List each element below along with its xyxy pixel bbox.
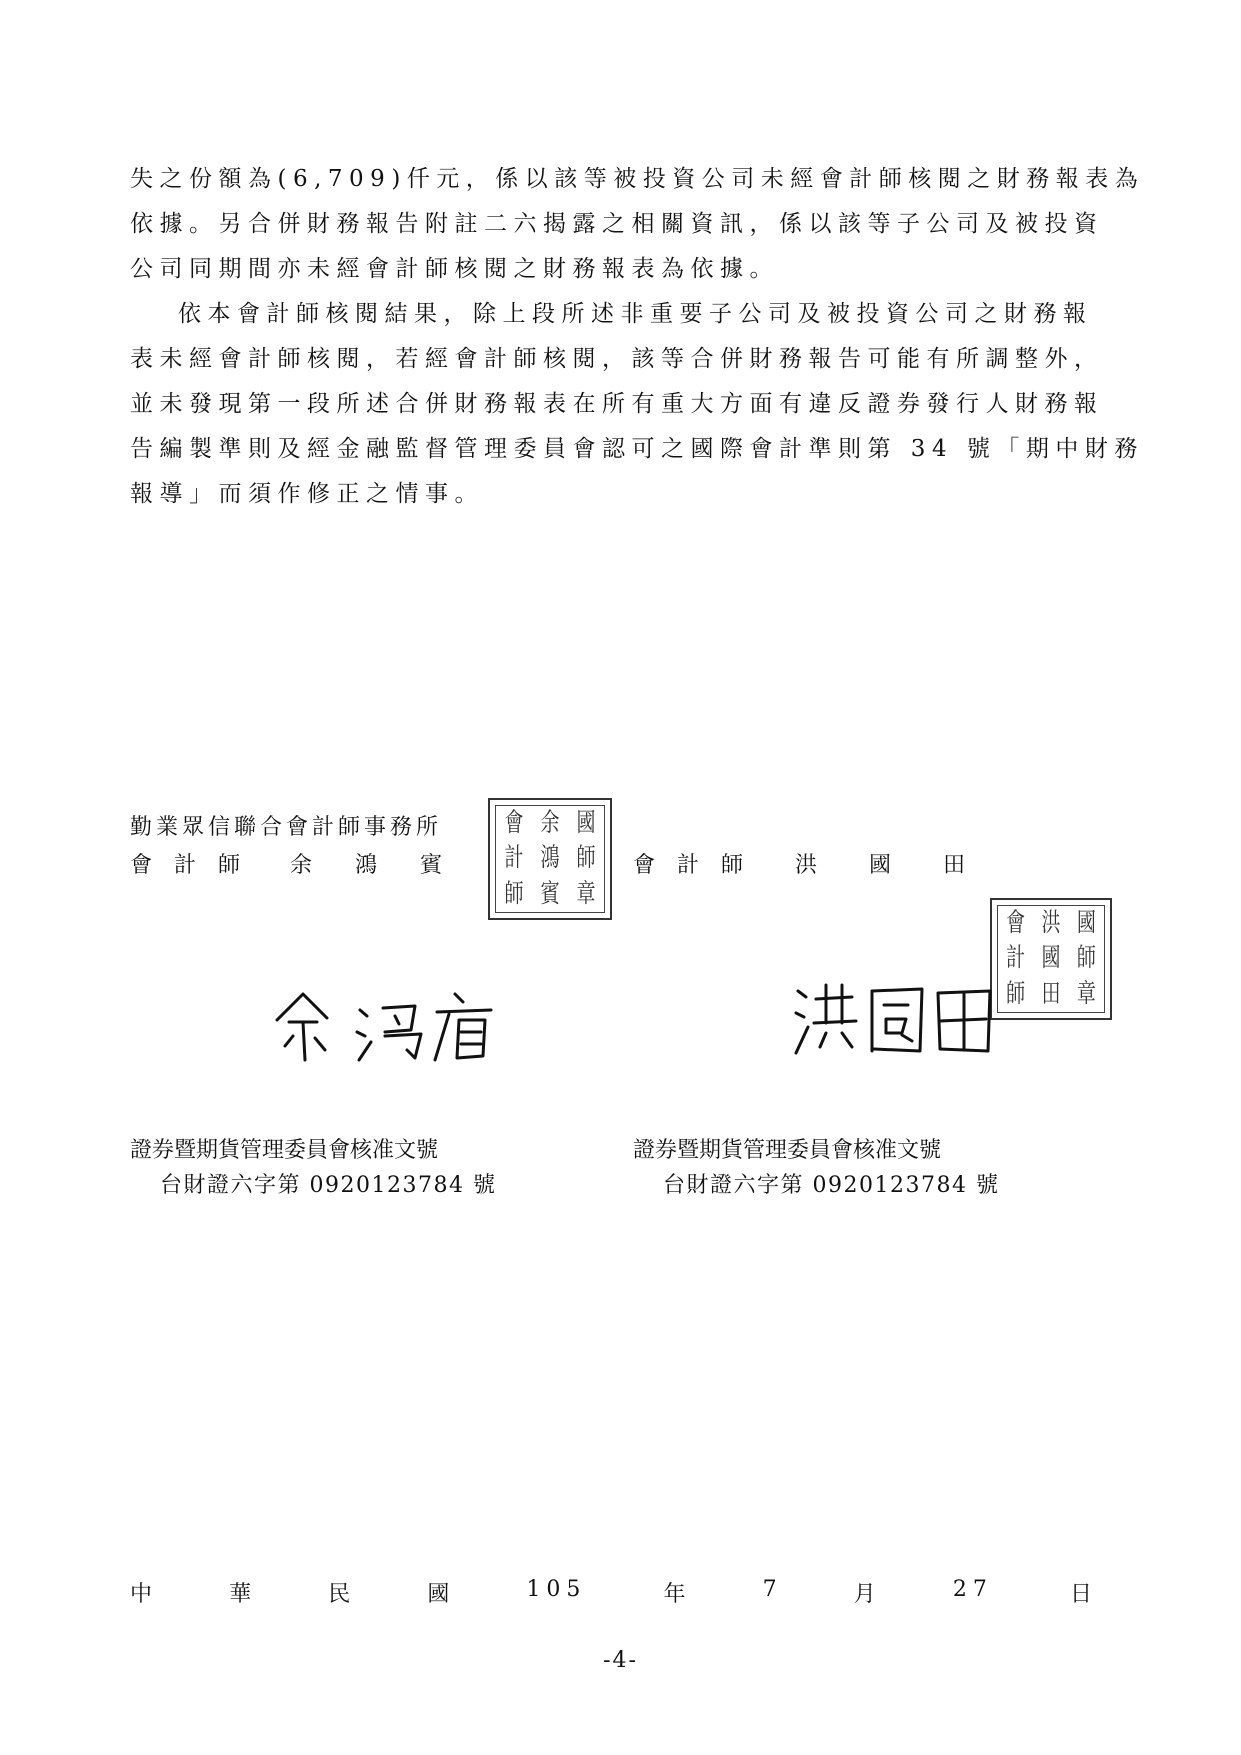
body-line: 依據。另合併財務報告附註二六揭露之相關資訊，係以該等子公司及被投資 [130,211,1104,237]
body-line: 公司同期間亦未經會計師核閱之財務報表為依據。 [130,256,779,282]
date-part: 中 [130,1582,153,1607]
page-number: -4- [603,1648,638,1673]
seal-char: 章 [1076,978,1096,1009]
date-part: 月 [853,1582,876,1607]
seal-char: 計 [504,843,524,874]
seal-char: 章 [576,878,596,909]
date-part: 年 [663,1582,686,1607]
cpa1-name-char: 余 [290,853,313,878]
body-line: 並未發現第一段所述合併財務報表在所有重大方面有違反證券發行人財務報 [130,391,1104,417]
cpa2-seal [990,898,1112,1020]
seal-char: 余 [540,808,560,838]
cpa2-name [795,848,965,879]
body-line: 表未經會計師核閱，若經會計師核閱，該等合併財務報告可能有所調整外， [130,346,1104,372]
seal-char: 鴻 [540,843,560,874]
seal-char: 國 [1076,908,1096,938]
body-line: 失之份額為(6,709)仟元，係以該等被投資公司未經會計師核閱之財務報表為 [130,166,1145,192]
seal-char: 田 [1041,978,1061,1009]
cpa2-approval-number: 台財證六字第 0920123784 號 [663,1173,1000,1198]
cpa1-title [130,848,240,879]
date-part: 民 [328,1582,351,1607]
cpa1-title-char: 計 [173,853,196,878]
cpa2-title-char: 師 [720,853,743,878]
seal-char: 國 [1041,943,1061,974]
date-part: 日 [1069,1582,1092,1607]
seal-char: 師 [576,843,596,874]
date-part: 27 [952,1577,993,1602]
body-line: 報導」而須作修正之情事。 [130,481,484,507]
seal-char: 師 [1076,943,1096,974]
cpa1-name-char: 賓 [419,853,442,878]
seal-char: 師 [1006,978,1026,1009]
cpa1-approval-number: 台財證六字第 0920123784 號 [160,1173,497,1198]
body-line: 告編製準則及經金融監督管理委員會認可之國際會計準則第 34 號「期中財務 [130,436,1144,462]
firm-name: 勤業眾信聯合會計師事務所 [130,815,443,840]
seal-char: 師 [504,878,524,909]
seal-char: 會 [504,808,524,838]
date-line [130,1577,1092,1608]
seal-char: 賓 [540,878,560,909]
cpa1-signature [265,980,505,1070]
seal-char: 會 [1006,908,1026,938]
cpa1-title-char: 師 [217,853,240,878]
cpa1-approval-title: 證券暨期貨管理委員會核准文號 [130,1138,439,1163]
date-part: 華 [229,1582,252,1607]
date-part: 105 [526,1577,587,1602]
cpa1-title-char: 會 [130,853,153,878]
body-line: 依本會計師核閱結果，除上段所述非重要子公司及被投資公司之財務報 [178,301,1093,327]
cpa1-name [290,848,442,879]
date-part: 國 [427,1582,450,1607]
cpa2-name-char: 田 [942,853,965,878]
seal-char: 國 [576,808,596,838]
cpa2-name-char: 洪 [795,853,818,878]
seal-char: 計 [1006,943,1026,974]
date-part: 7 [762,1577,777,1602]
cpa2-title [633,848,743,879]
seal-char: 洪 [1041,908,1061,938]
cpa2-name-char: 國 [868,853,891,878]
cpa1-name-char: 鴻 [354,853,377,878]
cpa2-title-char: 計 [676,853,699,878]
cpa2-title-char: 會 [633,853,656,878]
cpa2-approval-title: 證券暨期貨管理委員會核准文號 [633,1138,942,1163]
cpa2-signature [790,975,1000,1060]
cpa1-seal [488,798,612,920]
